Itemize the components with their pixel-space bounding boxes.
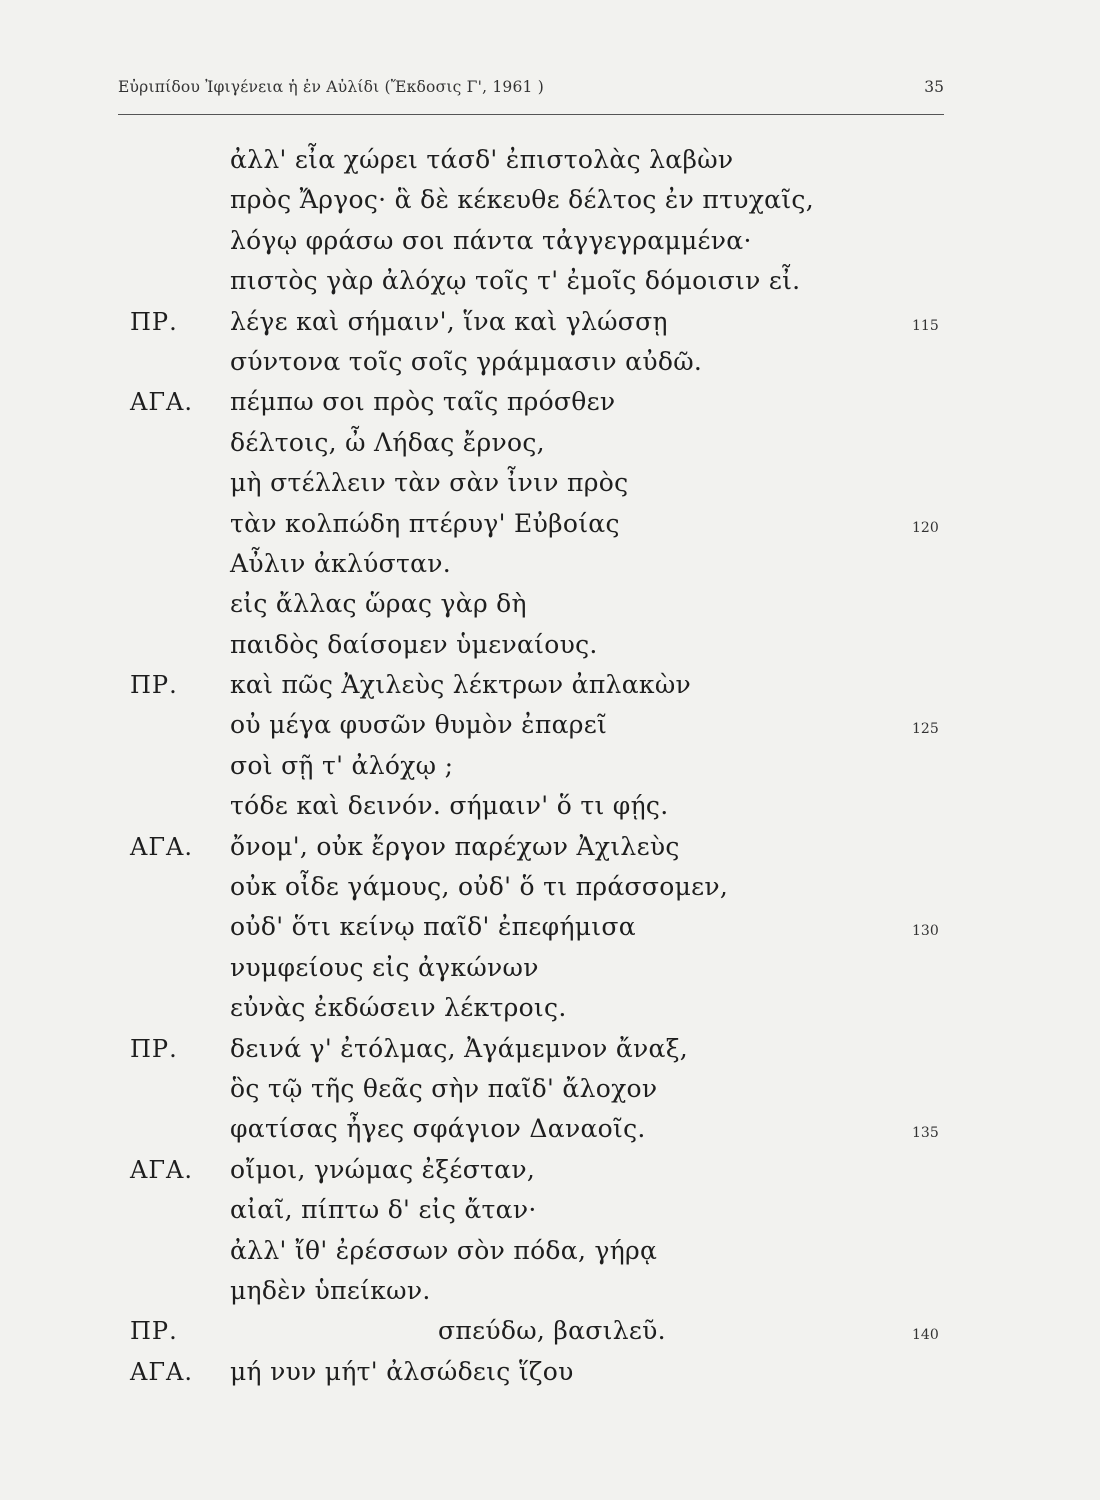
verse-text: φατίσας ἦγες σφάγιον Δαναοῖς.: [230, 1114, 646, 1144]
verse-text: πιστὸς γὰρ ἀλόχῳ τοῖς τ' ἐμοῖς δόμοισιν εἶ.: [230, 266, 801, 296]
verse-line: [0, 1029, 1100, 1069]
verse-text: πρὸς Ἄργος· ἃ δὲ κέκευθε δέλτος ἐν πτυχαῖς,: [230, 185, 814, 215]
verse-line: [0, 261, 1100, 301]
verse-text: δέλτοις, ὦ Λήδας ἔρνος,: [230, 427, 545, 457]
verse-text: ὃς τῷ τῆς θεᾶς σὴν παῖδ' ἄλοχον: [230, 1073, 658, 1103]
line-number: 115: [912, 317, 939, 334]
verse-line: [0, 665, 1100, 705]
verse-text: λόγῳ φράσω σοι πάντα τἀγγεγραμμένα·: [230, 225, 752, 255]
verse-line: [0, 827, 1100, 867]
speaker-label: ΠΡ.: [130, 1034, 178, 1063]
verse-text: ὄνομ', οὐκ ἔργον παρέχων Ἀχιλεὺς: [230, 831, 680, 861]
line-number: 130: [912, 923, 939, 940]
verse-text: σοὶ σῇ τ' ἀλόχῳ ;: [230, 750, 454, 780]
verse-text: αἰαῖ, πίπτω δ' εἰς ἄταν·: [230, 1195, 537, 1225]
verse-text: μηδὲν ὑπείκων.: [230, 1275, 431, 1305]
verse-text: μὴ στέλλειν τὰν σὰν ἶνιν πρὸς: [230, 468, 629, 498]
verse-text: οὐ μέγα φυσῶν θυμὸν ἐπαρεῖ: [230, 710, 608, 740]
verse-text: τὰν κολπώδη πτέρυγ' Εὐβοίας: [230, 508, 620, 538]
verse-text: παιδὸς δαίσομεν ὑμεναίους.: [230, 629, 598, 659]
verse-line: [0, 948, 1100, 988]
verse-line: [0, 1150, 1100, 1190]
verse-line: [0, 705, 1100, 745]
speaker-label: ΑΓΑ.: [130, 1357, 193, 1386]
verse-line: [0, 504, 1100, 544]
verse-line: [0, 584, 1100, 624]
verse-line: [0, 625, 1100, 665]
verse-text: σπεύδω, βασιλεῦ.: [438, 1316, 666, 1346]
speaker-label: ΠΡ.: [130, 671, 178, 700]
header-title: Εὐριπίδου Ἰφιγένεια ἡ ἐν Αὐλίδι (Ἔκδοσις Γ', 1961 ): [118, 78, 544, 96]
verse-line: [0, 1231, 1100, 1271]
verse-line: [0, 786, 1100, 826]
verse-block: [0, 140, 1100, 1392]
verse-text: εὐνὰς ἐκδώσειν λέκτροις.: [230, 993, 567, 1023]
verse-text: εἰς ἄλλας ὥρας γὰρ δὴ: [230, 589, 527, 619]
speaker-label: ΠΡ.: [130, 307, 178, 336]
verse-text: οὐδ' ὅτι κείνῳ παῖδ' ἐπεφήμισα: [230, 912, 636, 942]
verse-text: Αὖλιν ἀκλύσταν.: [230, 548, 452, 578]
speaker-label: ΠΡ.: [130, 1317, 178, 1346]
verse-text: ἀλλ' ἴθ' ἐρέσσων σὸν πόδα, γήρᾳ: [230, 1235, 658, 1265]
running-header: [118, 78, 944, 118]
verse-text: μή νυν μήτ' ἀλσώδεις ἵζου: [230, 1356, 574, 1386]
verse-line: [0, 544, 1100, 584]
verse-line: [0, 463, 1100, 503]
page-number: 35: [924, 78, 944, 96]
line-number: 120: [912, 519, 939, 536]
speaker-label: ΑΓΑ.: [130, 1155, 193, 1184]
verse-line: [0, 1069, 1100, 1109]
verse-text: σύντονα τοῖς σοῖς γράμμασιν αὐδῶ.: [230, 346, 703, 376]
header-rule: [118, 114, 944, 115]
verse-line: [0, 867, 1100, 907]
verse-line: [0, 180, 1100, 220]
verse-line: [0, 1190, 1100, 1230]
verse-line: [0, 423, 1100, 463]
verse-line: [0, 302, 1100, 342]
verse-text: νυμφείους εἰς ἀγκώνων: [230, 952, 539, 982]
verse-text: δεινά γ' ἐτόλμας, Ἀγάμεμνον ἄναξ,: [230, 1033, 689, 1063]
verse-line: [0, 1109, 1100, 1149]
verse-text: λέγε καὶ σήμαιν', ἵνα καὶ γλώσσῃ: [230, 306, 668, 336]
verse-line: [0, 342, 1100, 382]
verse-line: [0, 907, 1100, 947]
speaker-label: ΑΓΑ.: [130, 388, 193, 417]
verse-line: [0, 746, 1100, 786]
verse-text: τόδε καὶ δεινόν. σήμαιν' ὅ τι φῄς.: [230, 791, 669, 821]
verse-text: ἀλλ' εἶα χώρει τάσδ' ἐπιστολὰς λαβὼν: [230, 145, 734, 174]
line-number: 125: [912, 721, 939, 738]
verse-line: [0, 1352, 1100, 1392]
verse-text: οἴμοι, γνώμας ἐξέσταν,: [230, 1154, 536, 1184]
verse-text: πέμπω σοι πρὸς ταῖς πρόσθεν: [230, 387, 616, 417]
verse-line: [0, 988, 1100, 1028]
line-number: 140: [912, 1327, 939, 1344]
verse-line: [0, 221, 1100, 261]
verse-line: [0, 1271, 1100, 1311]
verse-text: οὐκ οἶδε γάμους, οὐδ' ὅ τι πράσσομεν,: [230, 872, 729, 902]
verse-line: [0, 382, 1100, 422]
speaker-label: ΑΓΑ.: [130, 832, 193, 861]
verse-text: καὶ πῶς Ἀχιλεὺς λέκτρων ἀπλακὼν: [230, 670, 691, 700]
verse-line: [0, 1311, 1100, 1351]
verse-line: [0, 140, 1100, 180]
line-number: 135: [912, 1125, 939, 1142]
